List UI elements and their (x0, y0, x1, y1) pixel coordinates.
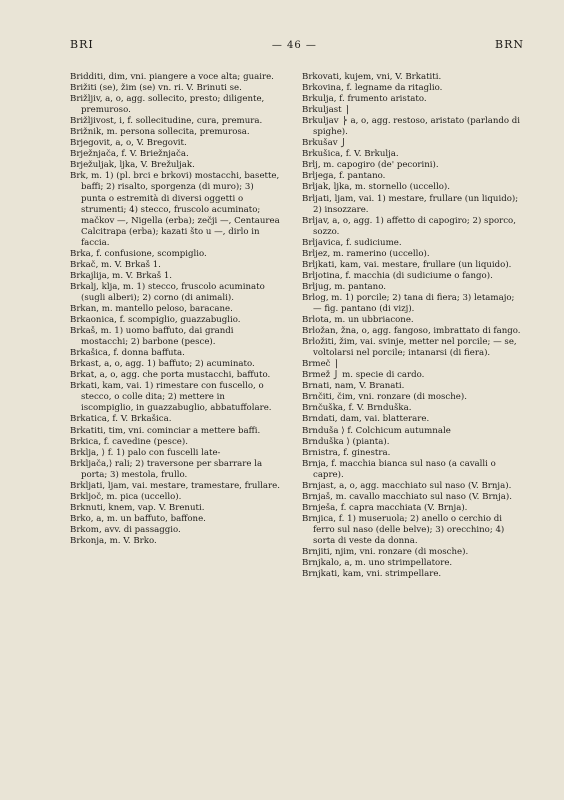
dictionary-entry: Brljega, f. pantano. (302, 171, 386, 182)
dictionary-entry: Brižiti (se), žim (se) vn. ri. V. Brinuti se. (70, 83, 242, 94)
dictionary-entry: Brnjast, a, o, agg. macchiato sul naso (V. Brnja). (302, 480, 512, 491)
page-number: — 46 — (271, 40, 317, 51)
dictionary-entry: Brkljača,⟩ rali; 2) traversone per sbarrare la porta; 3) mestola, frullo. (70, 458, 263, 480)
dictionary-entry: Brkaonica, f. scompiglio, guazzabuglio. (70, 315, 241, 326)
right-running-head: BRN (495, 38, 524, 51)
dictionary-entry: Brnjiti, njim, vni. ronzare (di mosche). (302, 547, 469, 558)
dictionary-entry: Brkač, m. V. Brkaš 1. (70, 259, 161, 270)
dictionary-entry: Brježuljak, ljka, V. Brežuljak. (70, 160, 195, 171)
dictionary-entry: Brkast, a, o, agg. 1) baffuto; 2) acuminato. (70, 359, 255, 370)
dictionary-entry: Brkuljav ⎬ a, o, agg. restoso, aristato (parlando di spighe). (302, 116, 521, 138)
dictionary-entry: Brkalj, klja, m. 1) stecco, fruscolo acuminato (sugli alberi); 2) corno (di animali). (70, 281, 265, 303)
dictionary-entry: Brkušica, f. V. Brkulja. (302, 149, 399, 160)
dictionary-entry: Brljug, m. pantano. (302, 281, 386, 292)
dictionary-entry: Brnčuška, f. V. Brnduška. (302, 403, 412, 414)
dictionary-entry: Brknuti, knem, vap. V. Brenuti. (70, 502, 205, 513)
dictionary-entry: Brnduška ⟩ (pianta). (302, 436, 390, 447)
dictionary-entry: Brljati, ljam, vai. 1) mestare, frullare (un liquido); 2) insozzare. (302, 193, 519, 215)
dictionary-entry: Brnješa, f. capra macchiata (V. Brnja). (302, 502, 468, 513)
dictionary-entry: Brndati, dam, vai. blatterare. (302, 414, 430, 425)
dictionary-entry: Brjegovit, a, o, V. Bregovit. (70, 138, 187, 149)
dictionary-entry: Brkajlija, m. V. Brkaš 1. (70, 270, 173, 281)
dictionary-entry: Bridditi, dim, vni. piangere a voce alta; guaire. (70, 72, 274, 82)
dictionary-entry: Brljkati, kam, vai. mestare, frullare (un liquido). (302, 259, 512, 270)
dictionary-entry: Brižljiv, a, o, agg. sollecito, presto; diligente, premuroso. (70, 94, 265, 116)
dictionary-entry: Brnjaš, m. cavallo macchiato sul naso (V. Brnja). (302, 491, 512, 502)
dictionary-entry: Brkati, kam, vai. 1) rimestare con fuscello, o stecco, o colle dita; 2) mettere in iscompiglio, in guazzabuglio, abbatuffolare. (70, 381, 272, 414)
dictionary-entry: Brnčiti, čim, vni. ronzare (di mosche). (302, 392, 467, 403)
dictionary-entry: Brljotina, f. macchia (di sudiciume o fango). (302, 270, 493, 281)
dictionary-entry: Brkica, f. cavedine (pesce). (70, 436, 188, 447)
dictionary-entry: Brkan, m. mantello peloso, baracane. (70, 303, 233, 314)
dictionary-entry: Brnjica, f. 1) museruola; 2) anello o cerchio di ferro sul naso (delle belve); 3) orecchino; 4) sorta di veste da donna. (302, 513, 505, 546)
dictionary-entry: Brljavica, f. sudiciume. (302, 237, 402, 248)
dictionary-entry: Brkljati, ljam, vai. mestare, tramestare, frullare. (70, 480, 280, 491)
left-running-head: BRI (70, 38, 94, 51)
dictionary-entry: Brmeč ⎫ (302, 359, 340, 370)
dictionary-entry: Brkonja, m. V. Brko. (70, 535, 157, 546)
dictionary-entry: Brkašica, f. donna baffuta. (70, 348, 185, 359)
dictionary-entry: Brkaš, m. 1) uomo baffuto, dai grandi mostacchi; 2) barbone (pesce). (70, 326, 234, 348)
left-column (70, 72, 280, 580)
dictionary-entry: Brnati, nam, V. Branati. (302, 381, 405, 392)
dictionary-entry: Brižljivost, i, f. sollecitudine, cura, premura. (70, 116, 263, 127)
dictionary-entry: Brkom, avv. di passaggio. (70, 524, 181, 535)
dictionary-entry: Brkatica, f. V. Brkašica. (70, 414, 172, 425)
dictionary-entry: Brkat, a, o, agg. che porta mustacchi, baffuto. (70, 370, 271, 381)
dictionary-entry: Brlog, m. 1) porcile; 2) tana di fiera; 3) letamajo; — fig. pantano (di vizj). (302, 292, 515, 314)
dictionary-entry: Brljak, ljka, m. stornello (uccello). (302, 182, 450, 193)
dictionary-entry: Brložiti, žim, vai. svinje, metter nel porcile; — se, voltolarsi nel porcile; intanarsi (di fiera). (302, 337, 517, 359)
dictionary-entry: Brlota, m. un ubbriacone. (302, 315, 414, 326)
dictionary-entry: Brmež ⎭ m. specie di cardo. (302, 370, 425, 381)
dictionary-entry: Brnjkati, kam, vni. strimpellare. (302, 569, 442, 580)
dictionary-entry: Brkulja, f. frumento aristato. (302, 94, 427, 105)
dictionary-entry: Brižnik, m. persona sollecita, premurosa. (70, 127, 250, 138)
dictionary-entry: Brkatiti, tim, vni. cominciar a mettere baffi. (70, 425, 261, 436)
dictionary-entry: Brnduša ⟩ f. Colchicum autumnale (302, 425, 451, 436)
dictionary-entry: Brnja, f. macchia bianca sul naso (a cavalli o capre). (302, 458, 496, 480)
dictionary-entry: Brkušav ⎭ (302, 138, 347, 149)
page-header (70, 38, 524, 56)
columns (70, 72, 524, 580)
dictionary-entry: Brka, f. confusione, scompiglio. (70, 248, 207, 259)
dictionary-entry: Brnistra, f. ginestra. (302, 447, 391, 458)
dictionary-entry: Brkovati, kujem, vni, V. Brkatiti. (302, 72, 442, 82)
right-column (302, 72, 524, 580)
dictionary-entry: Brljez, m. ramerino (uccello). (302, 248, 430, 259)
dictionary-entry: Brljav, a, o, agg. 1) affetto di capogiro; 2) sporco, sozzo. (302, 215, 516, 237)
dictionary-entry: Brkuljast ⎫ (302, 105, 351, 116)
dictionary-entry: Brkljoč, m. pica (uccello). (70, 491, 182, 502)
dictionary-entry: Brježnjača, f. V. Briežnjača. (70, 149, 189, 160)
dictionary-entry: Brk, m. 1) (pl. brci e brkovi) mostacchi, basette, baffi; 2) risalto, sporgenza (di muro); 3) punta o estremità di diversi oggetti o strumenti; 4) stecco, fruscolo acuminato; mačkov —, Nigella (erba); zečji —, Centaurea Calcitrapa (erba); kazati što u —, dirlo in faccia. (70, 171, 280, 248)
dictionary-entry: Brlj, m. capogiro (de' pecorini). (302, 160, 439, 171)
dictionary-entry: Brko, a, m. un baffuto, baffone. (70, 513, 206, 524)
dictionary-entry: Brložan, žna, o, agg. fangoso, imbrattato di fango. (302, 326, 521, 337)
dictionary-entry: Brklja, ⟩ f. 1) palo con fuscelli late- (70, 447, 221, 458)
dictionary-entry: Brkovina, f. legname da ritaglio. (302, 83, 443, 94)
dictionary-entry: Brnjkalo, a, m. uno strimpellatore. (302, 558, 453, 569)
